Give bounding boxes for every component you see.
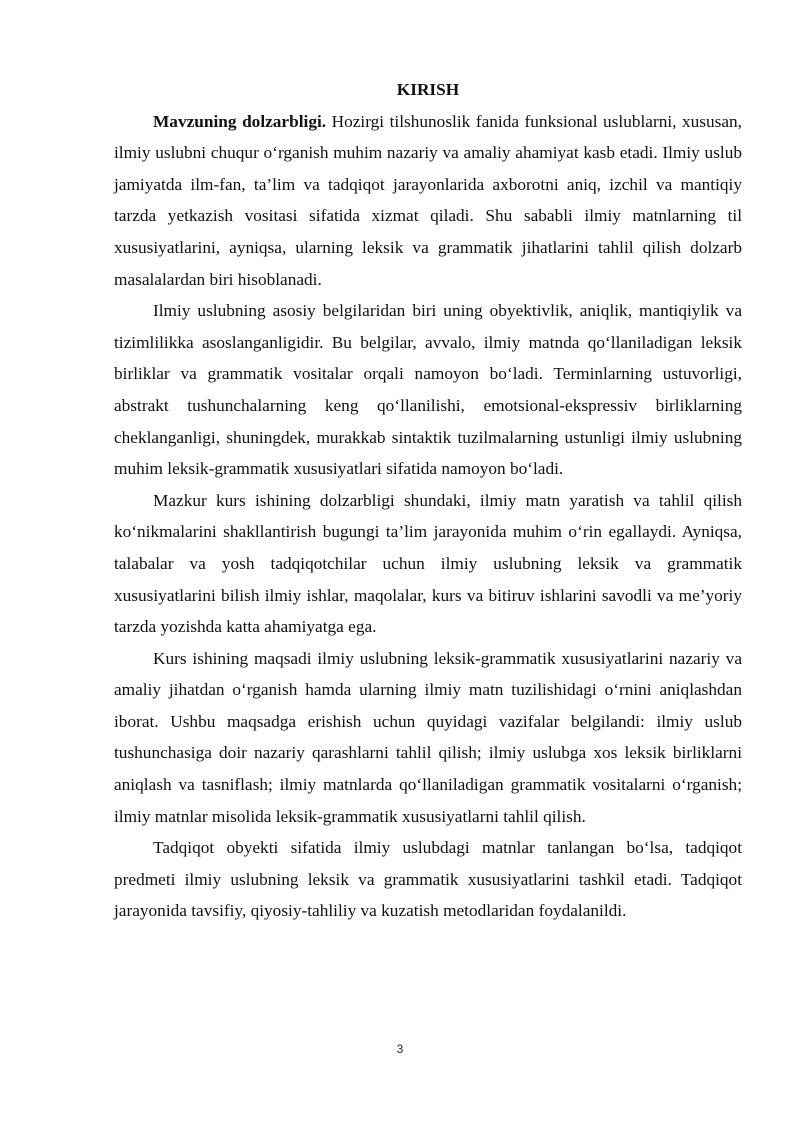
paragraph-relevance bbox=[114, 106, 742, 296]
paragraph-text: Mazkur kurs ishining dolzarbligi shundaki, ilmiy matn yaratish va tahlil qilish ko‘nikmalarini shakllantirish bugungi ta’lim jarayonida muhim o‘rin egallaydi. Ayniqsa, talabalar va yosh tadqiqotchilar uchun ilmiy uslubning leksik va grammatik xususiyatlarini bilish ilmiy ishlar, maqolalar, kurs va bitiruv ishlarini savodli va me’yoriy tarzda yozishda katta ahamiyatga ega. bbox=[114, 490, 742, 637]
paragraph-text: Tadqiqot obyekti sifatida ilmiy uslubdagi matnlar tanlangan bo‘lsa, tadqiqot predmeti ilmiy uslubning leksik va grammatik xususiyatlarini tashkil etadi. Tadqiqot jarayonida tavsifiy, qiyosiy-tahliliy va kuzatish metodlaridan foydalanildi. bbox=[114, 838, 742, 921]
paragraph-object bbox=[114, 832, 742, 927]
paragraph-text: Ilmiy uslubning asosiy belgilaridan biri uning obyektivlik, aniqlik, mantiqiylik va tizimlilikka asoslanganligidir. Bu belgilar, avvalo, ilmiy matnda qo‘llaniladigan leksik birliklar va grammatik vositalar orqali namoyon bo‘ladi. Terminlarning ustuvorligi, abstrakt tushunchalarning keng qo‘llanilishi, emotsional-ekspressiv birliklarning cheklanganligi, shuningdek, murakkab sintaktik tuzilmalarning ustunligi ilmiy uslubning muhim leksik-grammatik xususiyatlari sifatida namoyon bo‘ladi. bbox=[114, 301, 742, 479]
page-content bbox=[114, 74, 742, 927]
paragraph-text: Hozirgi tilshunoslik fanida funksional uslublarni, xususan, ilmiy uslubni chuqur o‘rganish muhim nazariy va amaliy ahamiyat kasb etadi. Ilmiy uslub jamiyatda ilm-fan, ta’lim va tadqiqot jarayonlarida axborotni aniq, izchil va mantiqiy tarzda yetkazish vositasi sifatida xizmat qiladi. Shu sababli ilmiy matnlarning til xususiyatlarini, ayniqsa, ularning leksik va grammatik jihatlarini tahlil qilish dolzarb masalalardan biri hisoblanadi. bbox=[114, 111, 742, 289]
paragraph-features bbox=[114, 295, 742, 485]
page-number: 3 bbox=[396, 1042, 404, 1056]
paragraph-text: Kurs ishining maqsadi ilmiy uslubning leksik-grammatik xususiyatlarini nazariy va amaliy jihatdan o‘rganish hamda ularning ilmiy matn tuzilishidagi o‘rnini aniqlashdan iborat. Ushbu maqsadga erishish uchun quyidagi vazifalar belgilandi: ilmiy uslub tushunchasiga doir nazariy qarashlarni tahlil qilish; ilmiy uslubga xos leksik birliklarni aniqlash va tasniflash; ilmiy matnlarda qo‘llaniladigan grammatik vositalarni o‘rganish; ilmiy matnlar misolida leksik-grammatik xususiyatlarni tahlil qilish. bbox=[114, 648, 742, 826]
section-heading: KIRISH bbox=[396, 80, 460, 99]
paragraph-lead: Mavzuning dolzarbligi. bbox=[153, 111, 327, 131]
paragraph-course-relevance bbox=[114, 485, 742, 643]
paragraph-aim bbox=[114, 643, 742, 833]
